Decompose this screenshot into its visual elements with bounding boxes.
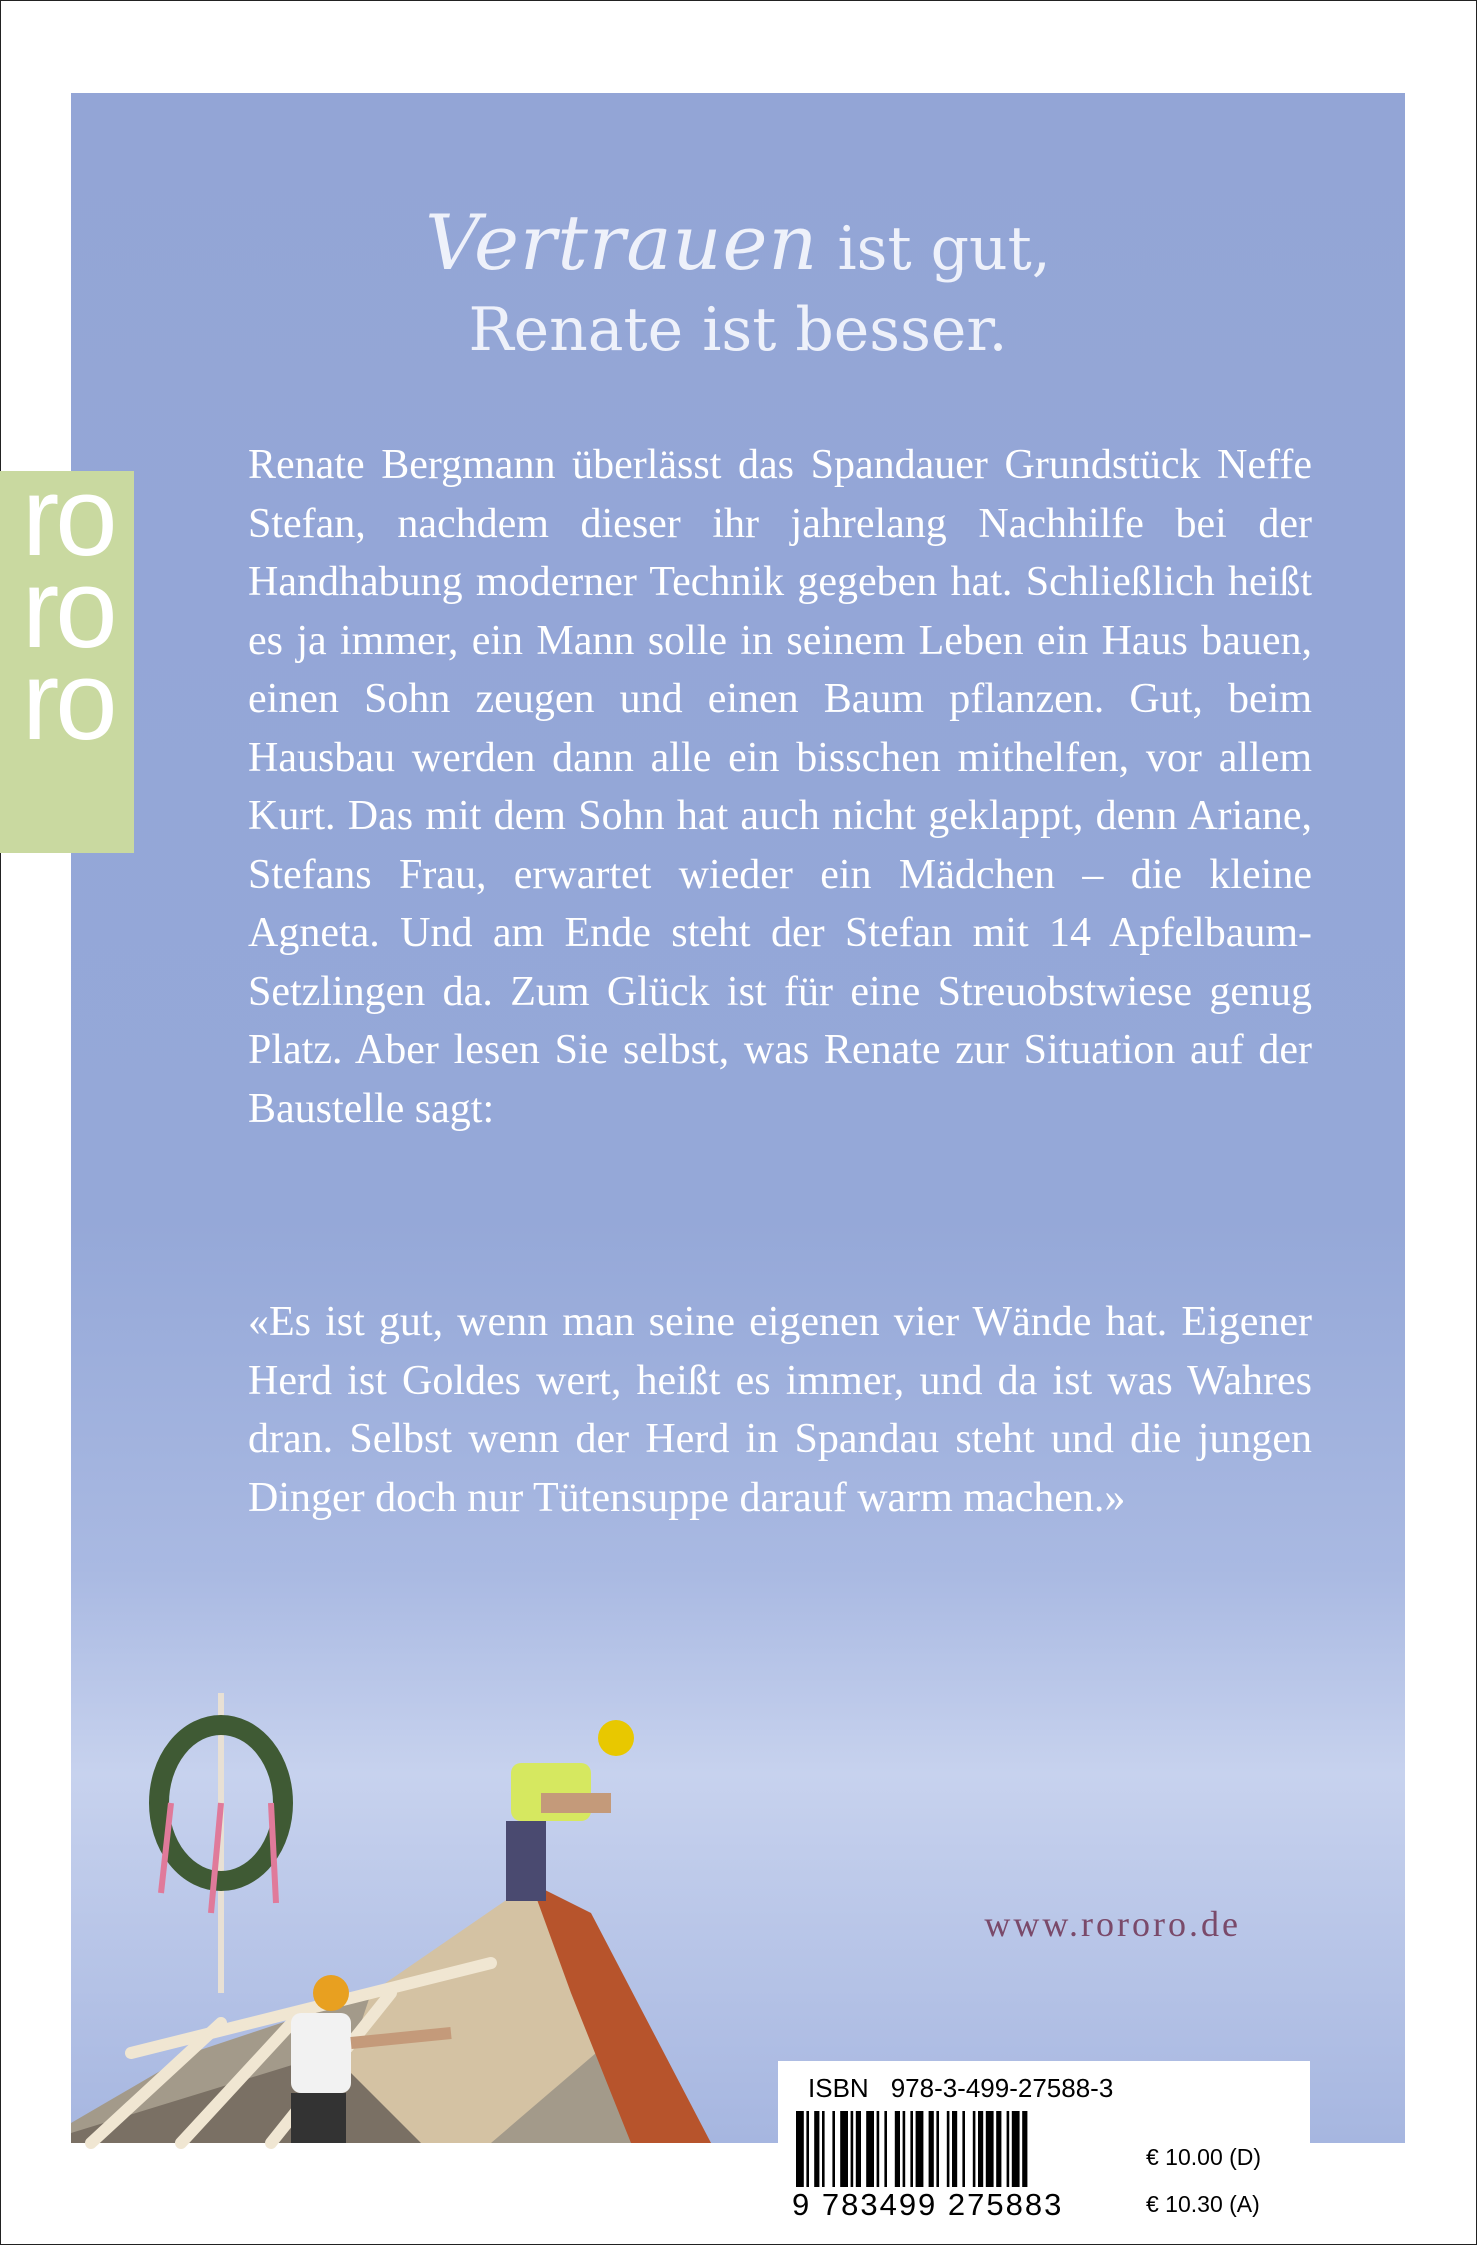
tagline (71, 198, 1405, 371)
website-url: www.rororo.de (984, 1904, 1241, 1944)
isbn-label: ISBN (808, 2073, 869, 2103)
isbn-barcode-box (778, 2061, 1310, 2236)
isbn-number: 978-3-499-27588-3 (890, 2073, 1114, 2103)
rororo-logo (0, 454, 134, 853)
tagline-line-1-rest: ist gut, (818, 214, 1051, 284)
blurb-text: Renate Bergmann überlässt das Spandauer Grundstück Neffe Stefan, nachdem dieser ihr jahrelang Nachhilfe bei der Handhabung moderner Technik gegeben hat. Schließlich heißt es ja immer, ein Mann solle in seinem Leben ein Haus bauen, einen Sohn zeugen und einen Baum pflanzen. Gut, beim Hausbau werden dann alle ein bisschen mithelfen, vor allem Kurt. Das mit dem Sohn hat auch nicht geklappt, denn Ariane, Stefans Frau, erwartet wieder ein Mädchen – die kleine Agneta. Und am Ende steht der Stefan mit 14 Apfelbaum-Setzlingen da. Zum Glück ist für eine Streuobstwiese genug Platz. Aber lesen Sie selbst, was Renate zur Situation auf der Baustelle sagt: (248, 442, 1312, 1132)
barcode (796, 2111, 1096, 2187)
roof-construction-illustration (71, 1693, 771, 2143)
price-austria: € 10.30 (A) (1146, 2191, 1260, 2217)
back-cover-panel (71, 93, 1405, 2222)
logo-ro-1: ro (22, 454, 114, 579)
tagline-line-1 (71, 198, 1405, 289)
tagline-script-word: Vertrauen (425, 198, 819, 287)
price-germany: € 10.00 (D) (1146, 2144, 1262, 2170)
tagline-line-2: Renate ist besser. (468, 295, 1008, 365)
logo-ro-3: ro (22, 638, 114, 763)
logo-ro-2: ro (22, 546, 114, 671)
barcode-digits: 9 783499 275883 (792, 2187, 1064, 2222)
isbn-line (808, 2073, 1113, 2104)
quote-text: «Es ist gut, wenn man seine eigenen vier Wände hat. Eigener Herd ist Goldes wert, heißt es immer, und da ist was Wahres dran. Selbst wenn der Herd in Spandau steht und die jungen Dinger doch nur Tütensuppe darauf warm machen.» (248, 1299, 1312, 1521)
